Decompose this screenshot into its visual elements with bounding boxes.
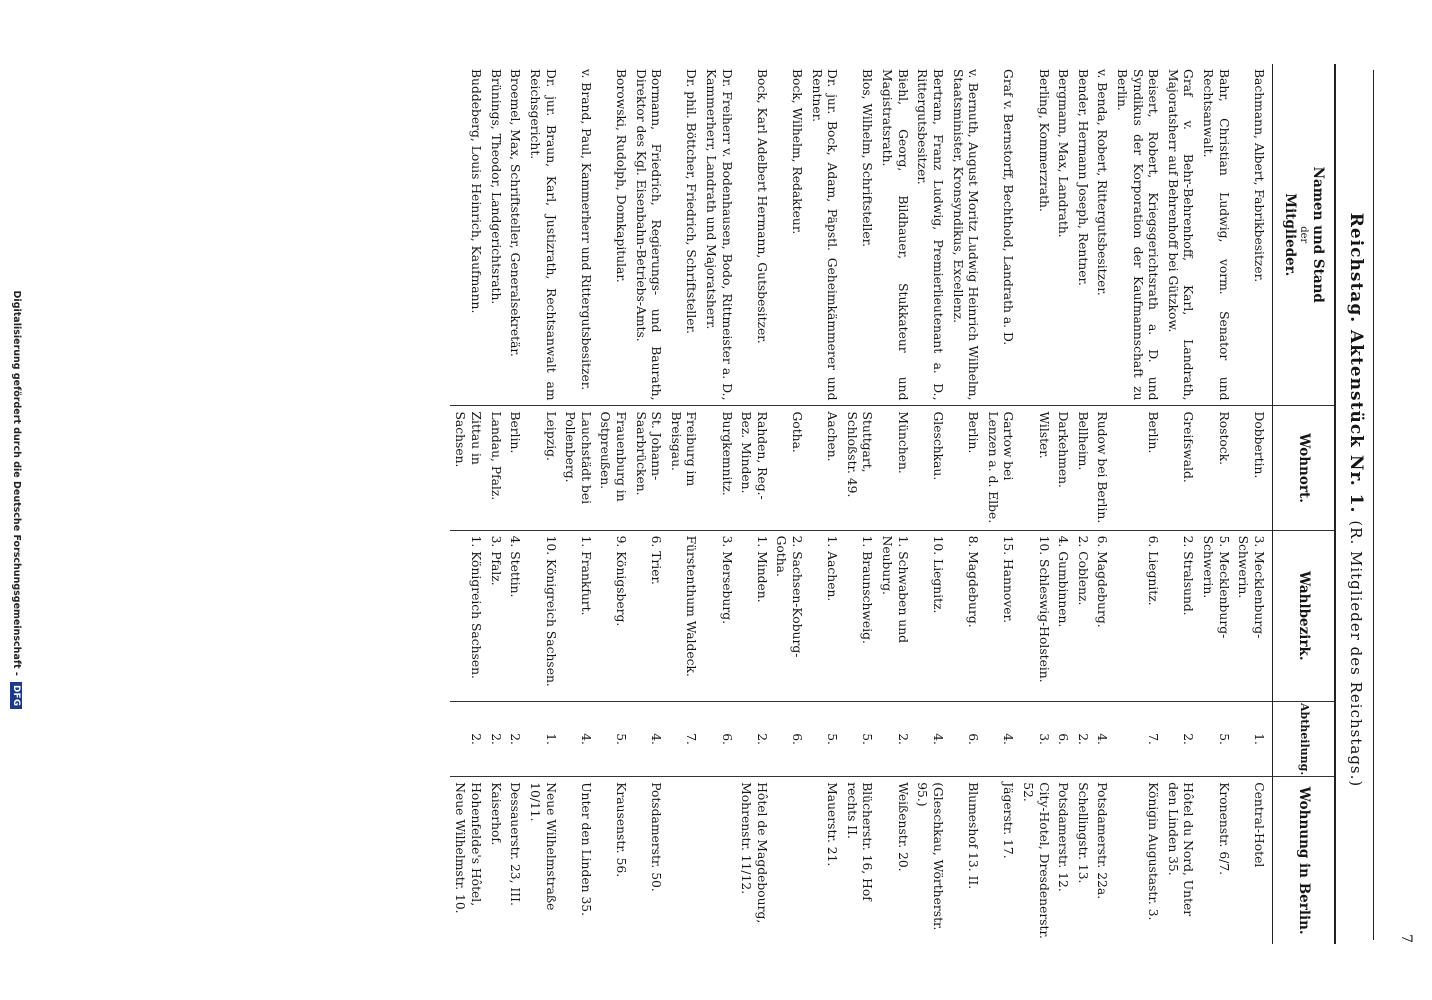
member-name: Broemel, Max, Schriftsteller, Generalsekretär. <box>508 69 523 357</box>
member-wahlbezirk: 1. Minden. <box>736 530 771 701</box>
member-name: Beisert, Robert, Kriegsgerichtsrath a. D. und Syndikus der Korporation der Kaufmannschaft zu Berlin. <box>1115 69 1161 401</box>
member-berlin-address: Hôtel de Magdebourg, Mohrenstr. 11/12. <box>736 777 771 944</box>
member-wahlbezirk: 8. Magdeburg. <box>947 530 982 701</box>
top-rule <box>1373 70 1374 940</box>
member-name: Brünings, Theodor, Landgerichtsrath. <box>488 69 503 305</box>
table-row <box>700 64 735 944</box>
member-abtheilung: 6. <box>771 702 806 777</box>
member-wohnort: Rostock. <box>1197 406 1232 530</box>
dfg-logo: DFG <box>10 682 22 709</box>
member-name: Graf v. Behr-Behrenhoff, Karl, Landrath, Majoratsherr auf Behrenhoff bei Gützkow. <box>1165 69 1196 401</box>
member-berlin-address <box>700 777 735 944</box>
member-wahlbezirk: 1. Frankfurt. <box>560 530 595 701</box>
member-abtheilung: 3. <box>1017 702 1052 777</box>
table-row <box>877 64 912 944</box>
header-name-line2: der <box>1298 226 1310 244</box>
member-berlin-address: Weißenstr. 20. <box>877 777 912 944</box>
member-berlin-address: Mauerstr. 21. <box>806 777 841 944</box>
member-berlin-address: City-Hotel, Dresdenerstr. 52. <box>1017 777 1052 944</box>
member-wohnort: St. Johann-Saarbrücken. <box>630 406 665 530</box>
member-berlin-address: Königin Augustastr. 3. <box>1111 777 1162 944</box>
member-wohnort: Rudow bei Berlin. <box>1092 406 1112 530</box>
member-wohnort: Stuttgart, Schloßstr. 49. <box>841 406 876 530</box>
member-abtheilung: 4. <box>1092 702 1112 777</box>
running-head-subtitle: (R. Mitglieder des Reichstags.) <box>1347 520 1365 788</box>
member-abtheilung: 2. <box>505 702 525 777</box>
member-wohnort: Lauchstädt bei Pollenberg. <box>560 406 595 530</box>
member-name: Biehl, Georg, Bildhauer, Stukkateur und Magistratsrath. <box>880 69 910 401</box>
member-wahlbezirk: 2. Sachsen-Koburg-Gotha. <box>771 530 806 701</box>
table-row <box>912 64 947 944</box>
header-berlin: Wohnung in Berlin. <box>1272 777 1335 944</box>
member-wahlbezirk: 1. Braunschweig. <box>841 530 876 701</box>
member-wahlbezirk: 1. Schwaben und Neuburg. <box>877 530 912 701</box>
member-abtheilung: 6. <box>947 702 982 777</box>
member-name: Bormann, Friedrich, Regierungs- und Baurath, Direktor des Kgl. Eisenbahn-Betriebs-Amts. <box>633 69 664 401</box>
header-name-line1: Namen und Stand <box>1310 166 1326 303</box>
member-berlin-address: Unter den Linden 35. <box>560 777 595 944</box>
member-berlin-address: Neue Wilhelmstraße 10/11. <box>524 777 559 944</box>
table-row <box>736 64 771 944</box>
table-row <box>1072 64 1092 944</box>
member-name: Bertram, Franz Ludwig, Premierlieutenant a. D., Rittergutsbesitzer. <box>915 69 945 401</box>
member-abtheilung: 4. <box>560 702 595 777</box>
member-name: v. Bernuth, August Moritz Ludwig Heinrich Wilhelm, Staatsminister, Kronsyndikus, Excellenz. <box>950 69 981 401</box>
member-name: v. Benda, Robert, Rittergutsbesitzer. <box>1095 69 1110 296</box>
member-name: Dr. jur. Bock, Adam, Päpstl. Geheimkämmerer und Rentner. <box>809 69 840 401</box>
member-abtheilung: 2. <box>877 702 912 777</box>
table-row <box>505 64 525 944</box>
table-row <box>1197 64 1232 944</box>
member-name: Buddeberg, Louis Heinrich, Kaufmann. <box>469 69 484 314</box>
table-row <box>450 64 485 944</box>
member-name: Dr. Freiherr v. Bodenhausen, Bodo, Rittmeister a. D., Kammerherr, Landrath und Majoratsherr. <box>704 69 734 401</box>
member-wohnort: Berlin. <box>1111 406 1162 530</box>
member-wohnort: Burgkemnitz. <box>700 406 735 530</box>
member-berlin-address: Potsdamerstr. 12. <box>1053 777 1073 944</box>
member-abtheilung: 5. <box>806 702 841 777</box>
header-abtheilung: Abtheilung. <box>1272 702 1335 777</box>
member-name: Blos, Wilhelm, Schriftsteller. <box>860 69 875 248</box>
member-abtheilung: 6. <box>700 702 735 777</box>
member-wahlbezirk: 3. Pfalz. <box>485 530 505 701</box>
member-name: Bender, Hermann Joseph, Rentner. <box>1075 69 1090 286</box>
member-wahlbezirk: 2. Coblenz. <box>1072 530 1092 701</box>
table-row <box>485 64 505 944</box>
member-abtheilung: 4. <box>982 702 1017 777</box>
table-row <box>1111 64 1162 944</box>
header-wahlkreis: Wahlbezirk. <box>1272 530 1335 701</box>
members-table-body <box>450 64 1273 944</box>
table-row <box>947 64 982 944</box>
member-name: Graf v. Bernstorff, Bechthold, Landrath a. D. <box>1001 69 1016 346</box>
member-berlin-address: Schellingstr. 13. <box>1072 777 1092 944</box>
member-berlin-address: Kronenstr. 6/7. <box>1197 777 1232 944</box>
member-name: Bergmann, Max, Landrath. <box>1056 69 1071 238</box>
running-head-title: Reichstag. Aktenstück Nr. 1. <box>1346 212 1366 514</box>
member-wohnort: Gotha. <box>771 406 806 530</box>
member-wohnort: Zittau in Sachsen. <box>450 406 485 530</box>
members-table <box>450 64 1336 944</box>
member-abtheilung: 5. <box>595 702 630 777</box>
member-wohnort: Bellheim. <box>1072 406 1092 530</box>
member-wohnort: Gleschkau. <box>912 406 947 530</box>
member-wahlbezirk: 6. Liegnitz. <box>1111 530 1162 701</box>
member-name: Dr. jur. Braun, Karl, Justizrath, Rechtsanwalt am Reichsgericht. <box>527 69 558 401</box>
header-name <box>1272 64 1335 406</box>
member-berlin-address <box>665 777 700 944</box>
table-row <box>982 64 1017 944</box>
member-wohnort: Berlin. <box>505 406 525 530</box>
member-wohnort: Leipzig. <box>524 406 559 530</box>
table-row <box>806 64 841 944</box>
table-row <box>524 64 559 944</box>
member-wohnort: München. <box>877 406 912 530</box>
member-wahlbezirk: 4. Gumbinnen. <box>1053 530 1073 701</box>
member-wahlbezirk: 4. Stettin. <box>505 530 525 701</box>
member-abtheilung: 7. <box>665 702 700 777</box>
member-wahlbezirk: 1. Aachen. <box>806 530 841 701</box>
table-row <box>1053 64 1073 944</box>
member-berlin-address: Jägerstr. 17. <box>982 777 1017 944</box>
member-abtheilung: 4. <box>912 702 947 777</box>
member-wahlbezirk: 5. Mecklenburg-Schwerin. <box>1197 530 1232 701</box>
header-row <box>1272 64 1335 944</box>
member-berlin-address: Central-Hotel <box>1233 777 1273 944</box>
member-wohnort: Wilster. <box>1017 406 1052 530</box>
member-wahlbezirk: 6. Trier. <box>630 530 665 701</box>
member-name: Bock, Karl Adelbert Hermann, Gutsbesitzer. <box>754 69 769 344</box>
member-abtheilung: 2. <box>450 702 485 777</box>
member-name: Bock, Wilhelm, Redakteur. <box>790 69 805 235</box>
member-abtheilung: 2. <box>736 702 771 777</box>
digitization-footer <box>10 0 22 1000</box>
member-name: Borowski, Rudolph, Domkapitular. <box>613 69 628 283</box>
member-wohnort: Berlin. <box>947 406 982 530</box>
page-number: 7 <box>1398 934 1414 944</box>
member-berlin-address: Hôtel du Nord, Unter den Linden 35. <box>1162 777 1197 944</box>
member-wahlbezirk: 3. Mecklenburg-Schwerin. <box>1233 530 1273 701</box>
member-wahlbezirk: 10. Schleswig-Holstein. <box>1017 530 1052 701</box>
member-wahlbezirk: 2. Stralsund. <box>1162 530 1197 701</box>
member-wahlbezirk: Fürstenthum Waldeck. <box>665 530 700 701</box>
member-wahlbezirk: 6. Magdeburg. <box>1092 530 1112 701</box>
member-abtheilung: 4. <box>630 702 665 777</box>
member-name: v. Brand, Paul, Kammerherr und Rittergutsbesitzer. <box>578 69 593 391</box>
member-berlin-address: Hohenfelde's Hôtel, Neue Wilhelmstr. 10. <box>450 777 485 944</box>
table-row <box>560 64 595 944</box>
table-row <box>1233 64 1273 944</box>
member-wahlbezirk: 3. Merseburg. <box>700 530 735 701</box>
member-abtheilung: 1. <box>524 702 559 777</box>
member-name: Bachmann, Albert, Fabrikbesitzer. <box>1251 69 1266 283</box>
header-ort: Wohnort. <box>1272 406 1335 530</box>
table-row <box>771 64 806 944</box>
member-wahlbezirk: 9. Königsberg. <box>595 530 630 701</box>
table-row <box>1092 64 1112 944</box>
member-berlin-address: Potsdamerstr. 22a. <box>1092 777 1112 944</box>
member-wohnort: Greifswald. <box>1162 406 1197 530</box>
table-row <box>1162 64 1197 944</box>
member-abtheilung: 5. <box>1197 702 1232 777</box>
member-berlin-address: Potsdamerstr. 50. <box>630 777 665 944</box>
member-wahlbezirk: 15. Hannover. <box>982 530 1017 701</box>
table-row <box>665 64 700 944</box>
member-wohnort: Gartow bei Lenzen a. d. Elbe. <box>982 406 1017 530</box>
member-name: Berling, Kommerzrath. <box>1036 69 1051 212</box>
member-abtheilung: 2. <box>1072 702 1092 777</box>
member-berlin-address: Blumeshof 13. II. <box>947 777 982 944</box>
member-wohnort: Aachen. <box>806 406 841 530</box>
member-name: Dr. phil. Böttcher, Friedrich, Schriftsteller. <box>684 69 699 335</box>
member-wahlbezirk: 10. Königreich Sachsen. <box>524 530 559 701</box>
member-wahlbezirk: 10. Liegnitz. <box>912 530 947 701</box>
table-row <box>595 64 630 944</box>
member-wohnort: Frauenburg in Ostpreußen. <box>595 406 630 530</box>
footer-text: Digitalisierung gefördert durch die Deutsche Forschungsgemeinschaft - <box>11 290 22 676</box>
member-wohnort: Landau, Pfalz. <box>485 406 505 530</box>
table-row <box>841 64 876 944</box>
member-berlin-address <box>771 777 806 944</box>
member-wohnort: Rahden, Reg.-Bez. Minden. <box>736 406 771 530</box>
table-row <box>630 64 665 944</box>
member-berlin-address: Dessauerstr. 23, III. <box>505 777 525 944</box>
running-head <box>1346 0 1366 1000</box>
member-wohnort: Dobbertin. <box>1233 406 1273 530</box>
member-abtheilung: 5. <box>841 702 876 777</box>
member-berlin-address: Krausenstr. 56. <box>595 777 630 944</box>
header-name-line3: Mitglieder. <box>1282 193 1299 277</box>
member-berlin-address: (Gleschkau, Wörtherstr. 95.) <box>912 777 947 944</box>
member-wohnort: Freiburg im Breisgau. <box>665 406 700 530</box>
member-abtheilung: 6. <box>1053 702 1073 777</box>
table-row <box>1017 64 1052 944</box>
member-name: Bahr, Christian Ludwig, vorm. Senator und Rechtsanwalt. <box>1201 69 1231 401</box>
member-abtheilung: 2. <box>1162 702 1197 777</box>
member-abtheilung: 2. <box>485 702 505 777</box>
member-wohnort: Darkehmen. <box>1053 406 1073 530</box>
member-wahlbezirk: 1. Königreich Sachsen. <box>450 530 485 701</box>
member-abtheilung: 7. <box>1111 702 1162 777</box>
member-abtheilung: 1. <box>1233 702 1273 777</box>
member-berlin-address: Blücherstr. 16, Hof rechts II. <box>841 777 876 944</box>
member-berlin-address: Kaiserhof. <box>485 777 505 944</box>
